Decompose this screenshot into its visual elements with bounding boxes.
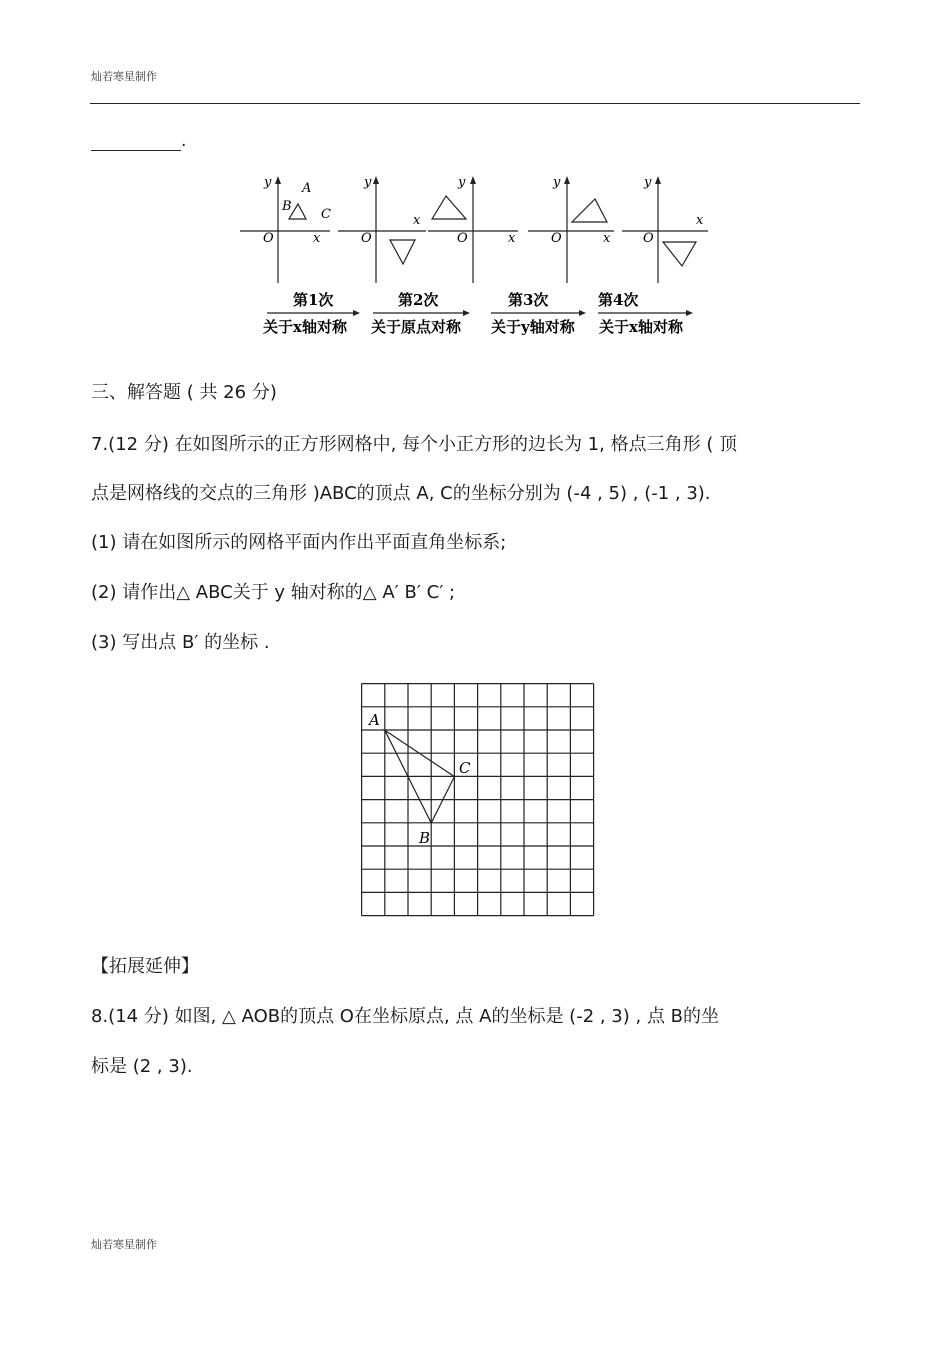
extension-title: 【拓展延伸】	[91, 956, 199, 977]
page-header: 灿若寒星制作	[91, 70, 157, 83]
step-3-bottom: 关于y轴对称	[491, 318, 575, 336]
q7-line-2: 点是网格线的交点的三角形 )ABC的顶点 A, C的坐标分别为 (-4 , 5) , (-1 , 3).	[91, 483, 711, 504]
answer-blank	[91, 131, 186, 151]
p5-origin-label: O	[643, 231, 654, 246]
p4-x-label: x	[603, 231, 611, 246]
p3-triangle	[432, 196, 466, 219]
p1-origin-label: O	[263, 231, 274, 246]
q7-part-2: (2) 请作出△ ABC关于 y 轴对称的△ A′ B′ C′ ;	[91, 582, 456, 603]
step-2-top: 第2次	[398, 291, 439, 309]
panel-3	[428, 175, 518, 283]
p5-x-label: x	[696, 213, 704, 228]
panel-1	[240, 175, 331, 283]
p2-origin-label: O	[361, 231, 372, 246]
p3-y-label: y	[458, 175, 466, 190]
p2-y-label: y	[364, 175, 372, 190]
p1-x-label: x	[313, 231, 321, 246]
panel-4	[528, 175, 614, 283]
p1-y-label: y	[264, 175, 272, 190]
step-4-bottom: 关于x轴对称	[599, 318, 683, 336]
grid-label-a: A	[369, 711, 380, 729]
step-1-top: 第1次	[293, 291, 334, 309]
q7-part-3: (3) 写出点 B′ 的坐标 .	[91, 632, 270, 653]
step-arrows	[263, 291, 693, 336]
step-4-top: 第4次	[598, 291, 639, 309]
reflection-sequence-figure	[230, 170, 720, 342]
p3-x-label: x	[508, 231, 516, 246]
p1-label-b: B	[282, 199, 292, 214]
panel-5	[622, 175, 708, 283]
p4-y-label: y	[553, 175, 561, 190]
p5-triangle	[663, 242, 696, 266]
p2-x-label: x	[413, 213, 421, 228]
q8-line-2: 标是 (2 , 3).	[91, 1056, 193, 1077]
step-1-bottom: 关于x轴对称	[263, 318, 347, 336]
blank-underline	[91, 133, 181, 151]
p4-origin-label: O	[551, 231, 562, 246]
grid-lines	[362, 684, 594, 916]
step-2-bottom: 关于原点对称	[371, 318, 462, 336]
section-title: 三、解答题 ( 共 26 分)	[91, 382, 277, 403]
p1-label-c: C	[321, 207, 331, 222]
panel-2	[338, 175, 426, 283]
p4-triangle	[572, 199, 607, 222]
page-footer: 灿若寒星制作	[91, 1238, 157, 1251]
p1-label-a: A	[302, 181, 312, 196]
blank-period: .	[181, 131, 187, 151]
square-grid-figure	[350, 672, 610, 928]
p2-triangle	[390, 240, 415, 264]
grid-label-b: B	[419, 829, 431, 847]
grid-label-c: C	[459, 759, 471, 777]
step-3-top: 第3次	[508, 291, 549, 309]
p5-y-label: y	[644, 175, 652, 190]
header-divider	[90, 103, 860, 104]
q7-line-1: 7.(12 分) 在如图所示的正方形网格中, 每个小正方形的边长为 1, 格点三角形 ( 顶	[91, 434, 738, 455]
p3-origin-label: O	[457, 231, 468, 246]
q7-part-1: (1) 请在如图所示的网格平面内作出平面直角坐标系;	[91, 532, 507, 553]
q8-line-1: 8.(14 分) 如图, △ AOB的顶点 O在坐标原点, 点 A的坐标是 (-2 , 3) , 点 B的坐	[91, 1006, 720, 1027]
